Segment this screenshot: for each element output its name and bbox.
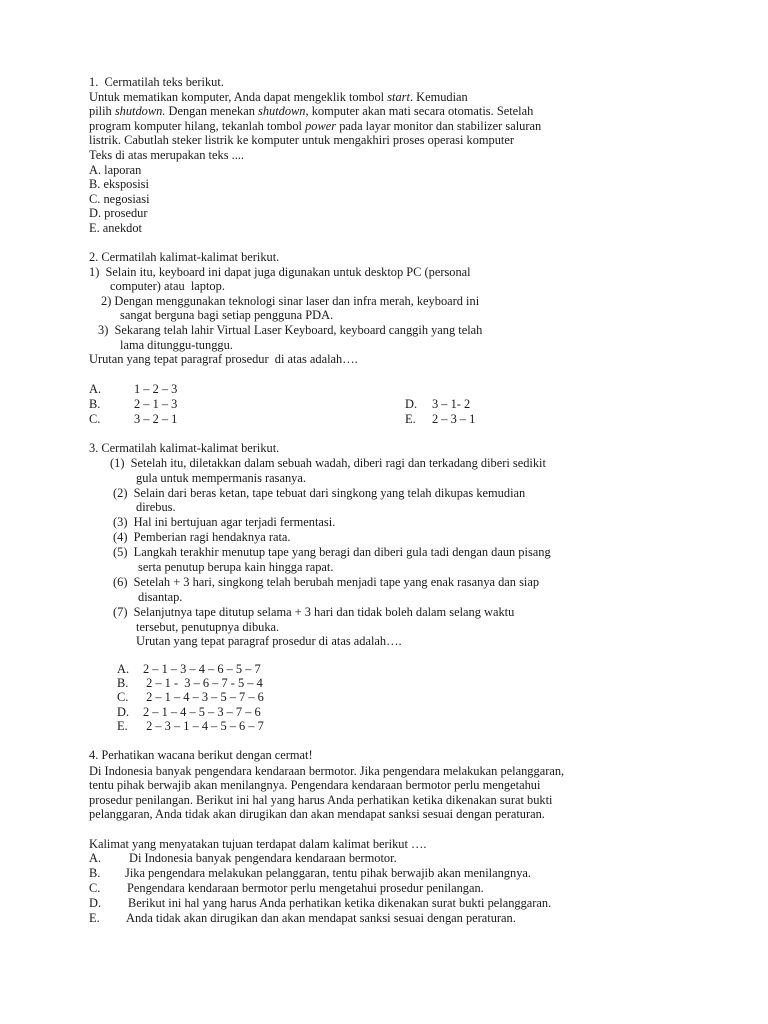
- q4-passage-line: tentu pihak berwajib akan menilangnya. Pengendara kendaraan bermotor perlu mengetahui: [89, 778, 541, 792]
- q2-item-cont: sangat berguna bagi setiap pengguna PDA.: [120, 308, 334, 322]
- q1-title: 1. Cermatilah teks berikut.: [89, 75, 224, 89]
- q2-item: 2) Dengan menggunakan teknologi sinar laser dan infra merah, keyboard ini: [101, 294, 480, 308]
- q3-item: (5) Langkah terakhir menutup tape yang beragi dan diberi gula tadi dengan daun pisang: [113, 545, 551, 559]
- q4-passage-line: pelanggaran, Anda tidak akan dirugikan dan akan mendapat sanksi sesuai dengan peraturan.: [89, 807, 545, 821]
- q4-passage-line: prosedur penilangan. Berikut ini hal yang harus Anda perhatikan ketika dikenakan surat bukti: [89, 793, 553, 807]
- q3-option-d: D. 2 – 1 – 4 – 5 – 3 – 7 – 6: [117, 705, 261, 719]
- q2-question: Urutan yang tepat paragraf prosedur di atas adalah….: [89, 352, 358, 366]
- q3-option-a: A. 2 – 1 – 3 – 4 – 6 – 5 – 7: [117, 662, 261, 676]
- q2-option-c: C. 3 – 2 – 1: [89, 412, 178, 426]
- q1-option-a: A. laporan: [89, 163, 142, 177]
- q1-option-b: B. eksposisi: [89, 177, 149, 191]
- q3-item: (6) Setelah + 3 hari, singkong telah berubah menjadi tape yang enak rasanya dan siap: [113, 575, 540, 589]
- q3-option-b: B. 2 – 1 - 3 – 6 – 7 - 5 – 4: [117, 676, 263, 690]
- q1-passage-line: pilih shutdown. Dengan menekan shutdown, komputer akan mati secara otomatis. Setelah: [89, 104, 534, 118]
- q1-question: Teks di atas merupakan teks ....: [89, 148, 245, 162]
- q2-option-e: E. 2 – 3 – 1: [405, 412, 476, 426]
- q4-option-a: A. Di Indonesia banyak pengendara kendaraan bermotor.: [89, 851, 397, 865]
- q2-item-cont: computer) atau laptop.: [110, 279, 225, 293]
- q4-option-d: D. Berikut ini hal yang harus Anda perhatikan ketika dikenakan surat bukti pelanggaran.: [89, 896, 552, 910]
- q3-item: (3) Hal ini bertujuan agar terjadi fermentasi.: [113, 515, 336, 529]
- q3-option-c: C. 2 – 1 – 4 – 3 – 5 – 7 – 6: [117, 690, 264, 704]
- q3-item-cont: gula untuk mempermanis rasanya.: [136, 471, 306, 485]
- q3-item-cont: direbus.: [136, 500, 176, 514]
- q4-option-c: C. Pengendara kendaraan bermotor perlu mengetahui prosedur penilangan.: [89, 881, 484, 895]
- q2-item: 1) Selain itu, keyboard ini dapat juga digunakan untuk desktop PC (personal: [89, 265, 471, 279]
- q3-item: (1) Setelah itu, diletakkan dalam sebuah wadah, diberi ragi dan terkadang diberi sedikit: [110, 456, 546, 470]
- q3-title: 3. Cermatilah kalimat-kalimat berikut.: [89, 441, 280, 455]
- q3-item-cont: tersebut, penutupnya dibuka.: [136, 620, 280, 634]
- q3-item-cont: disantap.: [138, 590, 183, 604]
- q3-item: (4) Pemberian ragi hendaknya rata.: [113, 530, 291, 544]
- q4-option-e: E. Anda tidak akan dirugikan dan akan mendapat sanksi sesuai dengan peraturan.: [89, 911, 516, 925]
- q1-passage-line: listrik. Cabutlah steker listrik ke komputer untuk mengakhiri proses operasi komputer: [89, 133, 514, 147]
- q4-option-b: B. Jika pengendara melakukan pelanggaran, tentu pihak berwajib akan menilangnya.: [89, 866, 531, 880]
- q3-option-e: E. 2 – 3 – 1 – 4 – 5 – 6 – 7: [117, 719, 264, 733]
- q1-option-e: E. anekdot: [89, 221, 142, 235]
- q4-passage-line: Di Indonesia banyak pengendara kendaraan bermotor. Jika pengendara melakukan pelanggaran,: [89, 764, 565, 778]
- q2-option-b: B. 2 – 1 – 3: [89, 397, 178, 411]
- q2-option-a: A. 1 – 2 – 3: [89, 382, 178, 396]
- q1-option-d: D. prosedur: [89, 206, 148, 220]
- q2-title: 2. Cermatilah kalimat-kalimat berikut.: [89, 250, 280, 264]
- q2-option-d: D. 3 – 1- 2: [405, 397, 471, 411]
- q1-passage-line: Untuk mematikan komputer, Anda dapat mengeklik tombol start. Kemudian: [89, 90, 468, 104]
- q2-item: 3) Sekarang telah lahir Virtual Laser Keyboard, keyboard canggih yang telah: [98, 323, 483, 337]
- q3-question: Urutan yang tepat paragraf prosedur di atas adalah….: [136, 634, 402, 648]
- q3-item-cont: serta penutup berupa kain hingga rapat.: [138, 560, 334, 574]
- q4-title: 4. Perhatikan wacana berikut dengan cermat!: [89, 748, 313, 762]
- q1-option-c: C. negosiasi: [89, 192, 150, 206]
- q2-item-cont: lama ditunggu-tunggu.: [120, 338, 233, 352]
- q4-question: Kalimat yang menyatakan tujuan terdapat dalam kalimat berikut ….: [89, 837, 427, 851]
- q3-item: (7) Selanjutnya tape ditutup selama + 3 hari dan tidak boleh dalam selang waktu: [113, 605, 515, 619]
- q1-passage-line: program komputer hilang, tekanlah tombol power pada layar monitor dan stabilizer saluran: [89, 119, 542, 133]
- q3-item: (2) Selain dari beras ketan, tape tebuat dari singkong yang telah dikupas kemudian: [113, 486, 526, 500]
